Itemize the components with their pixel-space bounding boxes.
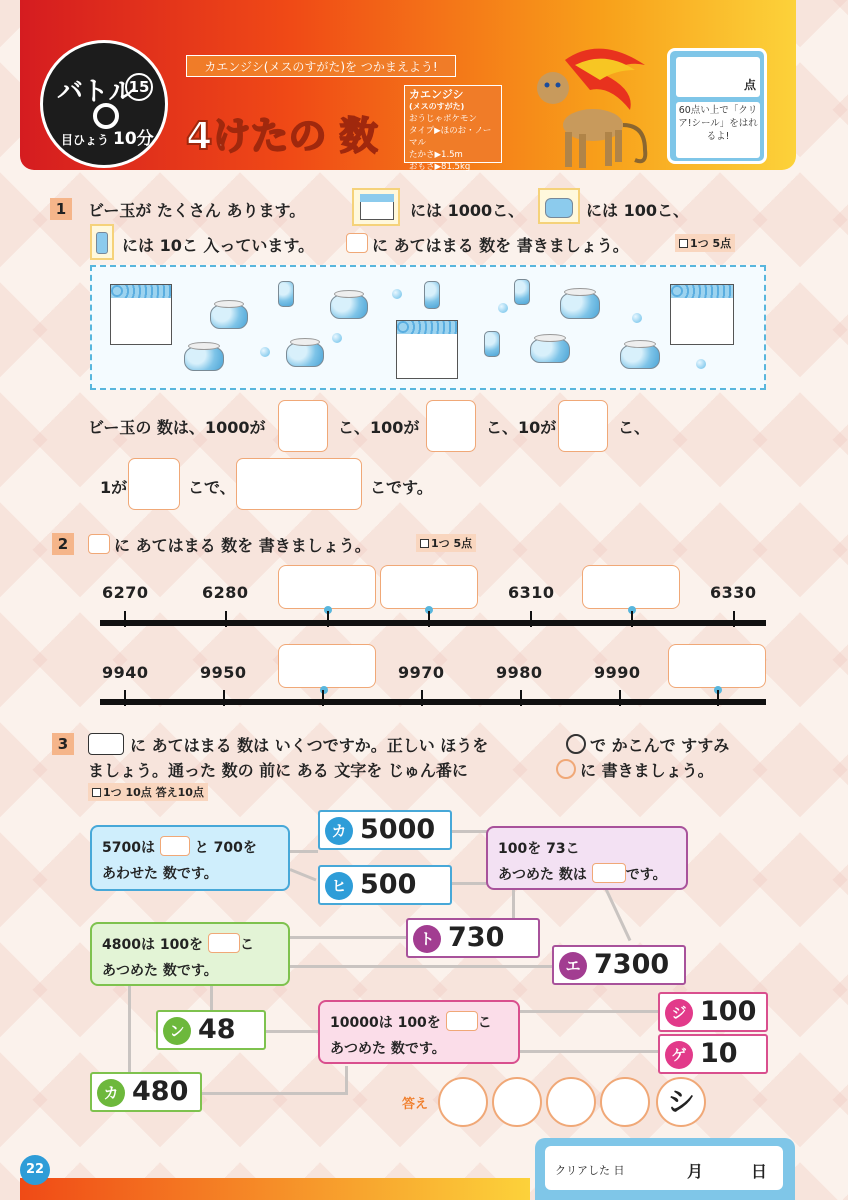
- page-title: 4けたの 数: [186, 114, 378, 158]
- connector: [450, 882, 488, 885]
- question-3-number: 3: [52, 733, 74, 755]
- answer-circle-5: シ: [656, 1077, 706, 1127]
- letter-badge: カ: [97, 1079, 125, 1107]
- letter-badge: エ: [559, 952, 587, 980]
- battle-badge: [40, 40, 168, 168]
- letter-badge: ン: [163, 1017, 191, 1045]
- mission-banner: カエンジシ(メスのすがた)を つかまえよう!: [186, 55, 456, 77]
- blank-box[interactable]: [446, 1011, 478, 1031]
- marble-1: [332, 333, 342, 343]
- marbles-illustration: [90, 265, 766, 390]
- pokemon-species: おうじゃポケモン: [409, 114, 478, 124]
- clue-box-3: 4800は 100を こ あつめた 数です。: [90, 922, 290, 986]
- clear-date-field[interactable]: [545, 1146, 783, 1190]
- connector: [200, 1092, 348, 1095]
- tick-label: 9970: [398, 663, 445, 682]
- number-line-answer-box[interactable]: [668, 644, 766, 688]
- page-number: 22: [20, 1155, 50, 1185]
- number-line-answer-box[interactable]: [380, 565, 478, 609]
- pokemon-info: [404, 85, 502, 172]
- option-to-730[interactable]: ト 730: [406, 918, 540, 958]
- tick: [124, 611, 126, 627]
- marble-1: [696, 359, 706, 369]
- q1-sentence-g: こです。: [370, 478, 433, 497]
- footer-bar: [20, 1178, 530, 1200]
- q1-sentence-f: こで、: [188, 478, 236, 497]
- cube-1000: [396, 333, 458, 379]
- number-line-answer-box[interactable]: [278, 565, 376, 609]
- jar-10: [278, 281, 294, 307]
- cube-1000: [110, 297, 172, 345]
- connector: [289, 868, 316, 881]
- letter-badge: ヒ: [325, 872, 353, 900]
- option-ji-100[interactable]: ジ 100: [658, 992, 768, 1032]
- q1-sentence-e: 1が: [100, 478, 128, 497]
- jar-10: [484, 331, 500, 357]
- blank-box-icon: [346, 233, 368, 253]
- answer-circle-3[interactable]: [546, 1077, 596, 1127]
- tick-label: 9990: [594, 663, 641, 682]
- letter-badge: ト: [413, 925, 441, 953]
- number-line-answer-box[interactable]: [278, 644, 376, 688]
- marble-1: [260, 347, 270, 357]
- tick: [421, 690, 423, 706]
- circle-icon: [566, 734, 586, 754]
- q1-sentence-d: こ、: [618, 418, 651, 437]
- jar-100: [210, 305, 248, 329]
- blank-box[interactable]: [592, 863, 626, 883]
- answer-box-ones[interactable]: [128, 458, 180, 510]
- tick: [717, 690, 719, 706]
- tick-label: 6310: [508, 583, 555, 602]
- jar-10: [514, 279, 530, 305]
- answer-circle-1[interactable]: [438, 1077, 488, 1127]
- jar-icon: [538, 188, 580, 224]
- q1-sentence-b: こ、100が: [338, 418, 420, 437]
- tick-label: 9950: [200, 663, 247, 682]
- q2-points: 1つ 5点: [416, 534, 476, 552]
- cube-icon: [352, 188, 400, 226]
- pokemon-type: タイプ▶ほのお・ノーマル: [409, 126, 492, 148]
- tick: [631, 611, 633, 627]
- jar-100: [330, 295, 368, 319]
- tick: [733, 611, 735, 627]
- pokemon-name: カエンジシ: [409, 88, 464, 101]
- number-line-1: [100, 620, 766, 626]
- goal-time-value: 10分: [113, 129, 154, 149]
- q3-line1-b: で かこんで すすみ: [590, 736, 730, 755]
- tick: [520, 690, 522, 706]
- tick-label: 9980: [496, 663, 543, 682]
- tick-label: 9940: [102, 663, 149, 682]
- q1-line2-a: には 10こ 入っています。: [122, 236, 315, 255]
- connector: [290, 850, 318, 853]
- q1-line1-a: ビー玉が たくさん あります。: [88, 201, 306, 220]
- number-line-answer-box[interactable]: [582, 565, 680, 609]
- clue-box-2: 100を 73こ あつめた 数は です。: [486, 826, 688, 890]
- connector: [266, 1030, 318, 1033]
- clue-box-4: 10000は 100を こ あつめた 数です。: [318, 1000, 520, 1064]
- option-e-7300[interactable]: エ 7300: [552, 945, 686, 985]
- blank-box[interactable]: [208, 933, 240, 953]
- tick: [223, 690, 225, 706]
- option-n-48[interactable]: ン 48: [156, 1010, 266, 1050]
- number-line-2: [100, 699, 766, 705]
- answer-label: 答え: [402, 1097, 429, 1112]
- score-card: [667, 48, 767, 164]
- tick-label: 6330: [710, 583, 757, 602]
- q2-text: に あてはまる 数を 書きましょう。: [114, 536, 371, 555]
- jar-100: [530, 339, 570, 363]
- tick: [225, 611, 227, 627]
- cube-1000: [670, 297, 734, 345]
- question-1-number: 1: [50, 198, 72, 220]
- month-label: 月: [687, 1162, 704, 1181]
- pokemon-illustration: [505, 30, 655, 180]
- option-hi-500[interactable]: ヒ 500: [318, 865, 452, 905]
- tick: [619, 690, 621, 706]
- blank-box-icon: [88, 733, 124, 755]
- tick-label: 6280: [202, 583, 249, 602]
- marble-1: [632, 313, 642, 323]
- score-field[interactable]: [676, 57, 760, 97]
- jar-100: [184, 347, 224, 371]
- connector: [128, 985, 131, 1073]
- jar-100: [560, 293, 600, 319]
- answer-circle-4[interactable]: [600, 1077, 650, 1127]
- pokemon-weight: おもさ▶81.5kg: [409, 162, 471, 172]
- q1-line2-b: に あてはまる 数を 書きましょう。: [372, 236, 629, 255]
- connector: [345, 1066, 348, 1094]
- connector: [290, 936, 406, 939]
- tick: [530, 611, 532, 627]
- q1-points: 1つ 5点: [675, 234, 735, 252]
- goal-time: [61, 124, 154, 149]
- answer-circle-2[interactable]: [492, 1077, 542, 1127]
- clear-date-box: [535, 1138, 795, 1200]
- connector: [512, 888, 515, 920]
- answer-box-tens[interactable]: [558, 400, 608, 452]
- jar-100: [620, 345, 660, 369]
- q3-line1-a: に あてはまる 数は いくつですか。正しい ほうを: [130, 736, 489, 755]
- jar-10: [424, 281, 440, 309]
- circle-icon: [556, 759, 576, 779]
- connector: [604, 887, 631, 941]
- clear-label: クリアした 日: [555, 1164, 625, 1177]
- day-label: 日: [751, 1162, 768, 1181]
- tick: [327, 611, 329, 627]
- connector: [210, 985, 213, 1011]
- marble-1: [392, 289, 402, 299]
- connector: [520, 1050, 658, 1053]
- tick: [322, 690, 324, 706]
- option-ge-10[interactable]: ゲ 10: [658, 1034, 768, 1074]
- pokemon-form: (メスのすがた): [409, 102, 465, 111]
- blank-box[interactable]: [160, 836, 190, 856]
- letter-badge: ゲ: [665, 1041, 693, 1069]
- option-ka-5000[interactable]: カ 5000: [318, 810, 452, 850]
- q1-sentence-a: ビー玉の 数は、1000が: [88, 418, 266, 437]
- q1-sentence-c: こ、10が: [486, 418, 557, 437]
- letter-badge: カ: [325, 817, 353, 845]
- option-ka-480[interactable]: カ 480: [90, 1072, 202, 1112]
- jar-100: [286, 343, 324, 367]
- q3-line2-b: に 書きましょう。: [580, 761, 714, 780]
- marble-1: [498, 303, 508, 313]
- connector: [520, 1010, 658, 1013]
- answer-box-thousands[interactable]: [278, 400, 328, 452]
- score-unit: 点: [743, 78, 756, 92]
- goal-label: 目ひょう: [61, 133, 110, 147]
- tick: [124, 690, 126, 706]
- pokemon-height: たかさ▶1.5m: [409, 150, 463, 160]
- battle-number: 15: [125, 73, 153, 101]
- tick: [428, 611, 430, 627]
- q1-line1-c: には 100こ、: [586, 201, 689, 220]
- blank-box-icon: [88, 534, 110, 554]
- tick-label: 6270: [102, 583, 149, 602]
- small-jar-icon: [90, 224, 114, 260]
- answer-box-total[interactable]: [236, 458, 362, 510]
- battle-label: バトル: [57, 77, 135, 107]
- letter-badge: ジ: [665, 999, 693, 1027]
- score-note: 60点い上で「クリア!シール」をはれるよ!: [676, 102, 760, 158]
- clue-box-1: 5700は と 700を あわせた 数です。: [90, 825, 290, 891]
- connector: [290, 965, 552, 968]
- q3-line2-a: ましょう。通った 数の 前に ある 文字を じゅん番に: [88, 761, 468, 780]
- q1-line1-b: には 1000こ、: [410, 201, 525, 220]
- connector: [450, 830, 488, 833]
- q3-points: 1つ 10点 答え10点: [88, 783, 208, 801]
- answer-box-hundreds[interactable]: [426, 400, 476, 452]
- question-2-number: 2: [52, 533, 74, 555]
